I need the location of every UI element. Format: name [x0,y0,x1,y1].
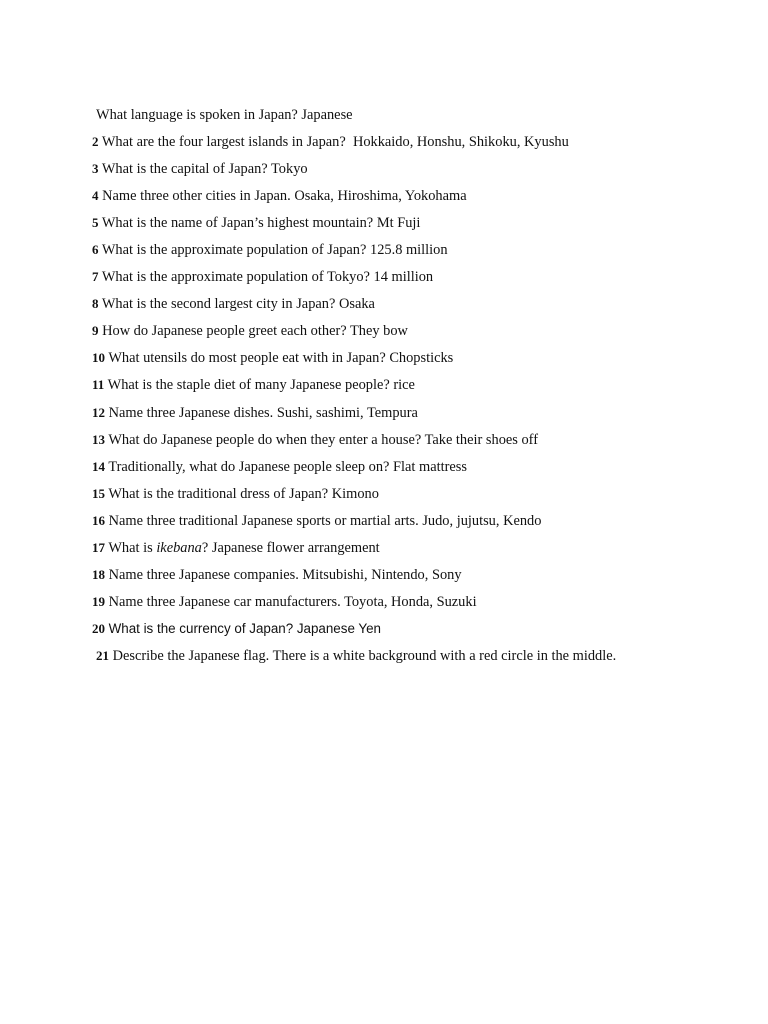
answer-text: Chopsticks [389,350,454,367]
answer-text: Osaka, Hiroshima, Yokohama [294,188,467,205]
question-number: 15 [92,485,105,501]
qa-item [92,483,752,510]
question-text: What are the four largest islands in Japan? [101,134,346,151]
answer-text: Take their shoes off [424,431,538,448]
question-number: 21 [96,647,109,663]
answer-text: Mt Fuji [376,215,421,232]
answer-text: Tokyo [271,161,308,178]
question-text: Describe the Japanese flag. [112,647,270,664]
answer-text: Japanese flower arrangement [211,539,380,556]
qa-item [92,347,752,374]
question-number: 4 [92,188,99,204]
question-number: 9 [92,323,99,339]
question-number: 7 [92,269,99,285]
question-text: Name three Japanese dishes. [108,404,274,421]
qa-item [92,320,752,347]
question-text: What is the capital of Japan? [101,161,268,178]
qa-item [92,104,752,131]
answer-text: There is a white background with a red circle in the middle. [272,647,617,664]
answer-text: Japanese Yen [296,620,381,636]
qa-item [92,618,752,645]
question-number: 2 [92,134,99,150]
question-number: 14 [92,458,105,474]
question-suffix: ? [201,539,209,556]
answer-text: Sushi, sashimi, Tempura [276,404,418,421]
question-text: Name three other cities in Japan. [102,188,291,205]
question-number: 8 [92,296,99,312]
question-number: 11 [92,377,105,393]
question-text: What is the traditional dress of Japan? [108,485,329,502]
question-text: What is the approximate population of Tokyo? [101,269,370,286]
qa-item [92,185,752,212]
answer-text: Hokkaido, Honshu, Shikoku, Kyushu [352,134,569,151]
answer-text: They bow [349,323,408,340]
answer-text: Osaka [338,296,375,313]
qa-item [92,158,752,185]
qa-item [92,429,752,456]
answer-text: Japanese [301,107,353,123]
question-text: Name three Japanese car manufacturers. [108,593,341,610]
question-text: What is the second largest city in Japan? [101,296,336,313]
question-prefix: What is [108,539,157,556]
question-text: Name three traditional Japanese sports or martial arts. [108,512,419,529]
question-number: 10 [92,350,105,366]
answer-text: rice [393,377,415,394]
question-number: 5 [92,215,99,231]
question-text: What is the name of Japan’s highest mountain? [101,215,374,232]
question-answer-list [92,104,752,672]
question-text: Name three Japanese companies. [108,566,299,583]
question-text: How do Japanese people greet each other? [102,323,347,340]
question-text: What do Japanese people do when they enter a house? [108,431,422,448]
qa-item [92,266,752,293]
answer-text: Mitsubishi, Nintendo, Sony [302,566,462,583]
question-number: 13 [92,431,105,447]
qa-item [92,537,752,564]
question-text: What is the currency of Japan? [108,620,294,636]
qa-item [92,212,752,239]
answer-text: 125.8 million [370,242,448,259]
qa-item [92,456,752,483]
qa-item [92,239,752,266]
answer-text: Judo, jujutsu, Kendo [422,512,542,529]
qa-item [92,591,752,618]
answer-text: Toyota, Honda, Suzuki [344,593,477,610]
answer-text: Flat mattress [393,458,467,475]
question-number: 16 [92,512,105,528]
qa-item [92,374,752,401]
question-number: 17 [92,539,105,555]
qa-item [92,564,752,591]
question-text: What language is spoken in Japan? [96,107,298,123]
question-emphasis: ikebana [156,539,202,556]
question-number: 3 [92,161,99,177]
qa-item [92,131,752,158]
qa-item [92,510,752,537]
question-number: 19 [92,593,105,609]
question-number: 20 [92,620,105,636]
answer-text: Kimono [331,485,379,502]
qa-item [92,402,752,429]
question-text: What is the approximate population of Japan? [101,242,367,259]
answer-text: 14 million [373,269,434,286]
question-number: 12 [92,404,105,420]
question-text: What utensils do most people eat with in Japan? [108,350,386,367]
qa-item [92,293,752,320]
question-number: 18 [92,566,105,582]
question-number: 6 [92,242,99,258]
question-text: What is the staple diet of many Japanese people? [107,377,390,394]
question-text: Traditionally, what do Japanese people sleep on? [108,458,390,475]
question-text [108,540,208,556]
qa-item [92,645,752,672]
